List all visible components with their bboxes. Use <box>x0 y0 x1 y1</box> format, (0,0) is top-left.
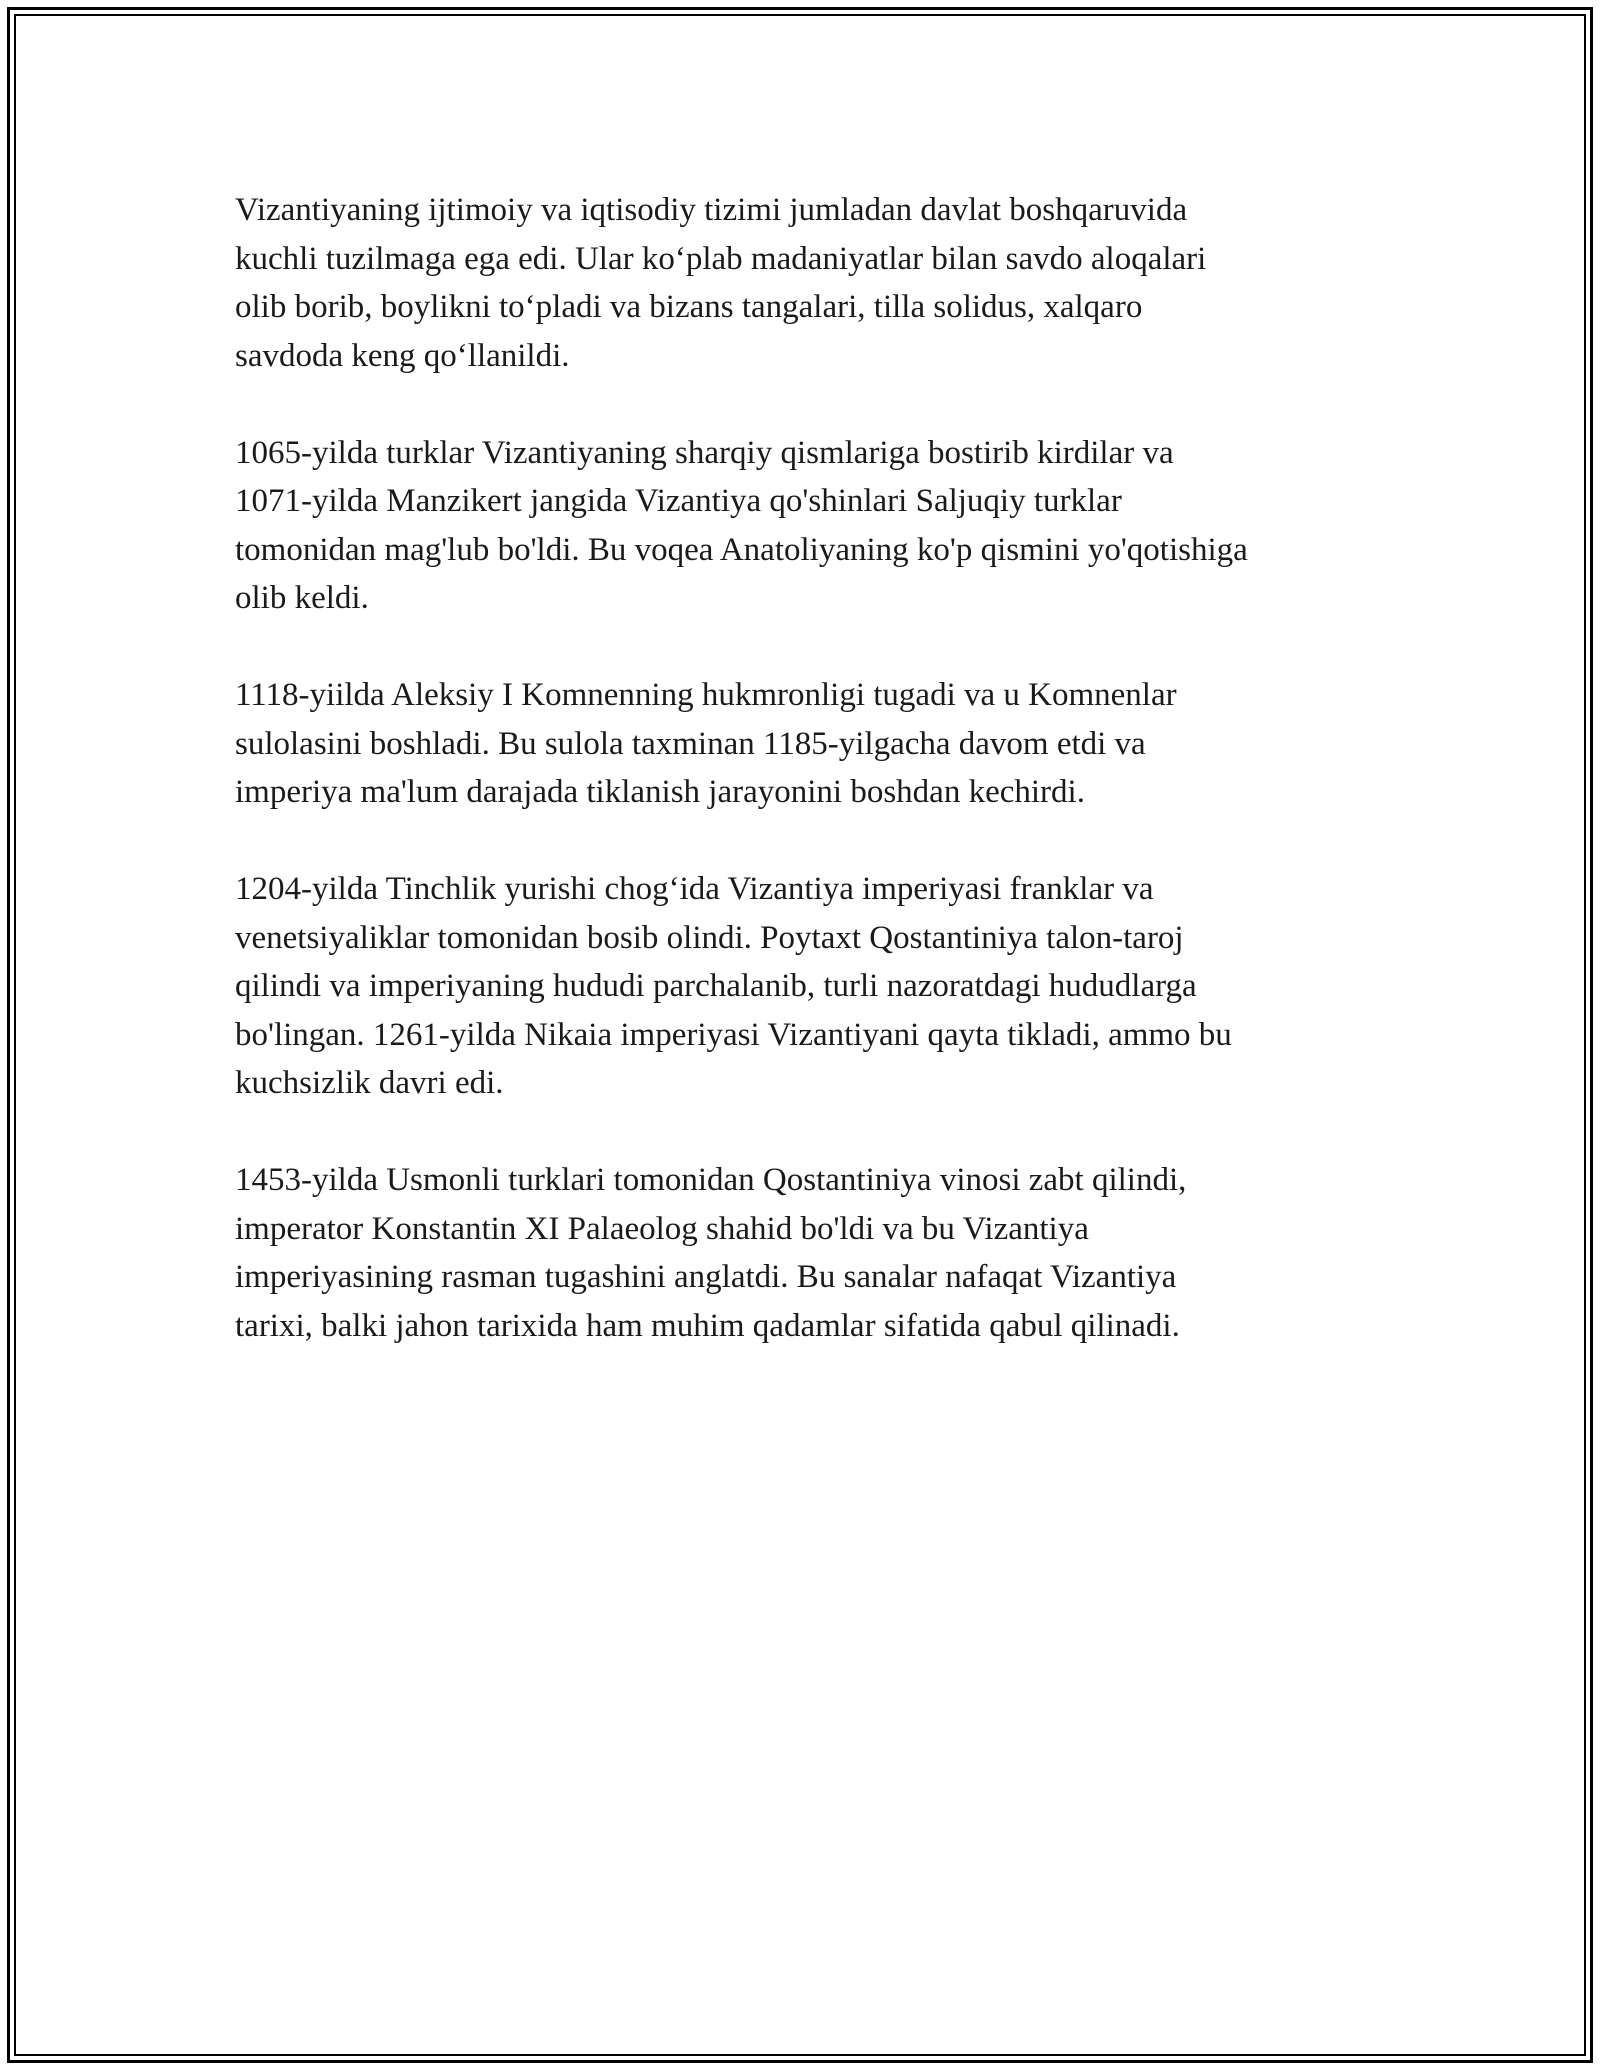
document-body <box>235 186 1385 1399</box>
paragraph-3: 1118-yiilda Aleksiy I Komnenning hukmronligi tugadi va u Komnenlar sulolasini boshladi. Bu sulola taxminan 1185-yilgacha davom etdi va imperiya ma'lum darajada tiklanish jarayonini boshdan kechirdi. <box>235 677 1177 810</box>
paragraph-1: Vizantiyaning ijtimoiy va iqtisodiy tizimi jumladan davlat boshqaruvida kuchli tuzilmaga ega edi. Ular ko‘plab madaniyatlar bilan savdo aloqalari olib borib, boylikni to‘pladi va bizans tangalari, tilla solidus, xalqaro savdoda keng qo‘llanildi. <box>235 192 1207 374</box>
paragraph-4: 1204-yilda Tinchlik yurishi chog‘ida Vizantiya imperiyasi franklar va venetsiyaliklar tomonidan bosib olindi. Poytaxt Qostantiniya talon-taroj qilindi va imperiyaning hududi parchalanib, turli nazoratdagi hududlarga bo'lingan. 1261-yilda Nikaia imperiyasi Vizantiyani qayta tikladi, ammo bu kuchsizlik davri edi. <box>235 871 1232 1101</box>
paragraph-2: 1065-yilda turklar Vizantiyaning sharqiy qismlariga bostirib kirdilar va 1071-yilda Manzikert jangida Vizantiya qo'shinlari Saljuqiy turklar tomonidan mag'lub bo'ldi. Bu voqea Anatoliyaning ko'p qismini yo'qotishiga olib keldi. <box>235 434 1248 616</box>
paragraph-5: 1453-yilda Usmonli turklari tomonidan Qostantiniya vinosi zabt qilindi, imperator Konstantin XI Palaeolog shahid bo'ldi va bu Vizantiya imperiyasining rasman tugashini anglatdi. Bu sanalar nafaqat Vizantiya tarixi, balki jahon tarixida ham muhim qadamlar sifatida qabul qilinadi. <box>235 1162 1187 1344</box>
